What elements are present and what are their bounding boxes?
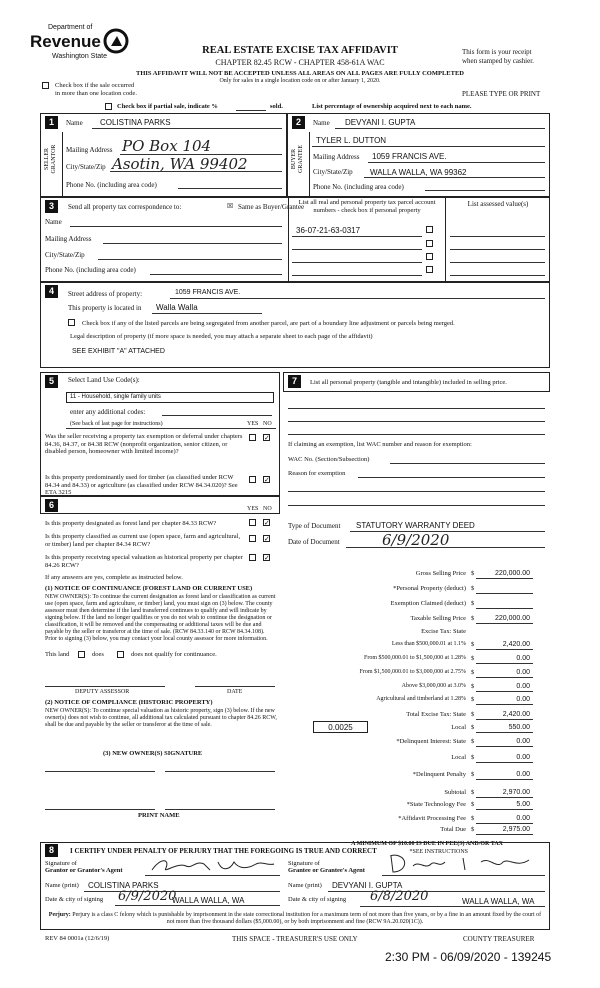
section-6-box bbox=[40, 496, 280, 514]
multi-location-label-1: Check box if the sale occurred bbox=[55, 82, 135, 89]
s5-question-2: Is this property predominantly used for timber (as classified under RCW 84.34 and 84.33) or agriculture (as classified under RCW 84.34.020)? See ETA 3215 bbox=[45, 474, 238, 496]
buyer-name-1: DEVYANI I. GUPTA bbox=[345, 118, 416, 127]
deputy-line bbox=[45, 686, 165, 687]
notice-2-title: (2) NOTICE OF COMPLIANCE (HISTORIC PROPERTY) bbox=[45, 699, 213, 706]
dept-top: Department of bbox=[48, 24, 93, 31]
tax-row-currency: $ bbox=[471, 655, 475, 662]
seller-phone-line bbox=[178, 188, 282, 189]
deputy-date-line bbox=[195, 686, 275, 687]
tax-row-label: *Personal Property (deduct) bbox=[393, 585, 466, 592]
see-instructions: *SEE INSTRUCTIONS bbox=[409, 849, 468, 855]
multi-location-checkbox[interactable] bbox=[42, 82, 49, 89]
tax-row-line bbox=[476, 746, 533, 747]
assessed-line-2 bbox=[450, 249, 545, 250]
assessed-line-3 bbox=[450, 262, 545, 263]
multi-location-label-2: in more than one location code. bbox=[55, 90, 137, 97]
grantee-city: WALLA WALLA, WA bbox=[462, 897, 535, 906]
s3-city-line bbox=[98, 259, 282, 260]
located-label: This property is located in bbox=[68, 304, 142, 312]
grantee-date-line bbox=[360, 906, 545, 907]
print-name-line-1 bbox=[45, 809, 155, 810]
tax-row-label: From $500,000.01 to $1,500,000 at 1.28% bbox=[364, 655, 466, 661]
section-3-divider-1 bbox=[288, 197, 289, 282]
section-3-number: 3 bbox=[45, 200, 58, 213]
tax-row-value: 0.00 bbox=[516, 815, 530, 822]
tax-row-currency: $ bbox=[471, 615, 475, 622]
section-1-number: 1 bbox=[45, 116, 58, 129]
grantor-sig-line bbox=[145, 875, 280, 876]
seller-name-line bbox=[92, 128, 282, 129]
grantor-city: WALLA WALLA, WA bbox=[172, 896, 245, 905]
certify-statement: I CERTIFY UNDER PENALTY OF PERJURY THAT THE FOREGOING IS TRUE AND CORRECT bbox=[70, 847, 377, 855]
located-value: Walla Walla bbox=[156, 303, 198, 312]
print-name-label: PRINT NAME bbox=[138, 812, 180, 819]
county-treasurer: COUNTY TREASURER bbox=[463, 935, 535, 943]
this-land-label: This land bbox=[45, 651, 70, 658]
buyer-side-label: BUYER GRANTEE bbox=[291, 145, 304, 173]
see-back-note: (See back of last page for instructions) bbox=[70, 421, 163, 427]
see-back-line bbox=[66, 428, 276, 429]
tax-row-label: From $1,500,000.01 to $3,000,000 at 2.75% bbox=[359, 669, 466, 675]
additional-codes-line bbox=[162, 415, 272, 416]
grantee-date: 6/8/2020 bbox=[370, 889, 429, 904]
reason-line-3 bbox=[288, 505, 545, 506]
new-owner-signature-label: (3) NEW OWNER(S) SIGNATURE bbox=[103, 750, 203, 757]
buyer-phone-line bbox=[425, 190, 545, 191]
deputy-date-label: DATE bbox=[227, 689, 243, 695]
seller-name-label: Name bbox=[66, 119, 83, 127]
s5-no-header: NO bbox=[263, 421, 272, 427]
parcel-personal-checkbox-4[interactable] bbox=[426, 266, 433, 273]
s6-q2-no-checkbox[interactable]: ✓ bbox=[264, 535, 270, 543]
s6-question-1: Is this property designated as forest land per chapter 84.33 RCW? bbox=[45, 520, 217, 527]
section-8-number: 8 bbox=[45, 844, 58, 857]
tax-row-currency: $ bbox=[471, 789, 475, 796]
grantee-sig-label-2: Grantee or Grantee's Agent bbox=[288, 867, 365, 874]
buyer-name-2: TYLER L. DUTTON bbox=[316, 136, 387, 145]
tax-row-value: 2,975.00 bbox=[502, 826, 530, 833]
pp-line-1 bbox=[288, 408, 545, 409]
s5-q2-yes-checkbox[interactable] bbox=[249, 476, 256, 483]
tax-row-value: 0.00 bbox=[516, 669, 530, 676]
tax-row-line bbox=[476, 719, 533, 720]
section-2-number: 2 bbox=[292, 116, 305, 129]
grantee-signature bbox=[385, 852, 535, 876]
buyer-name-line-2 bbox=[312, 146, 545, 147]
tax-row-currency: $ bbox=[471, 711, 475, 718]
section-5-number: 5 bbox=[45, 375, 58, 388]
tax-row-label: *Affidavit Processing Fee bbox=[398, 815, 466, 822]
tax-row-value: 2,970.00 bbox=[502, 789, 530, 796]
sold-label: sold. bbox=[270, 103, 283, 110]
tax-row-line bbox=[476, 578, 533, 579]
dor-emblem-icon bbox=[103, 28, 129, 54]
partial-sale-label: Check box if partial sale, indicate % bbox=[117, 103, 218, 110]
tax-row-currency: $ bbox=[471, 600, 475, 607]
s6-q3-yes-checkbox[interactable] bbox=[249, 554, 256, 561]
seller-phone-label: Phone No. (including area code) bbox=[66, 181, 157, 189]
buyer-phone-label: Phone No. (including area code) bbox=[313, 183, 404, 191]
new-owner-sig-line-2 bbox=[165, 771, 275, 772]
s3-mail-line bbox=[103, 243, 282, 244]
same-as-buyer-checkbox[interactable]: ☒ bbox=[227, 202, 234, 210]
additional-codes-label: enter any additional codes: bbox=[70, 408, 146, 416]
wac-label: WAC No. (Section/Subsection) bbox=[288, 456, 370, 463]
s6-question-2: Is this property classified as current use (open space, farm and agricultural, or timber) land per chapter 84.34 RCW? bbox=[45, 533, 241, 548]
grantor-sig-label-1: Signature of bbox=[45, 860, 77, 867]
seller-name: COLISTINA PARKS bbox=[100, 118, 171, 127]
tax-row-line bbox=[476, 649, 533, 650]
s5-question-1: Was the seller receiving a property tax exemption or deferral under chapters 84.36, 84.37, or 84.38 RCW (nonprofit organization, senior citizen, or disabled person, homeowner with limited income)? bbox=[45, 433, 243, 455]
tax-row-currency: $ bbox=[471, 738, 475, 745]
located-line bbox=[152, 313, 262, 314]
s3-name-line bbox=[70, 226, 282, 227]
tax-row-label: Total Excise Tax: State bbox=[406, 711, 466, 718]
tax-row-line bbox=[476, 732, 533, 733]
tax-row-line bbox=[476, 663, 533, 664]
perjury-statement bbox=[45, 912, 545, 926]
s5-q1-yes-checkbox[interactable] bbox=[249, 434, 256, 441]
section-7-number: 7 bbox=[288, 375, 301, 388]
tax-row-value: 5.00 bbox=[516, 801, 530, 808]
tax-row-label: Total Due bbox=[440, 826, 466, 833]
form-warning: THIS AFFIDAVIT WILL NOT BE ACCEPTED UNLESS ALL AREAS ON ALL PAGES ARE FULLY COMPLETED bbox=[136, 70, 464, 77]
tax-table bbox=[283, 570, 550, 875]
tax-row-label: Taxable Selling Price bbox=[410, 615, 466, 622]
tax-row-currency: $ bbox=[471, 754, 475, 761]
grantor-sig-label-2: Grantor or Grantor's Agent bbox=[45, 867, 123, 874]
doc-date-line bbox=[346, 547, 545, 548]
tax-row-line bbox=[476, 762, 533, 763]
tax-row-line bbox=[476, 593, 533, 594]
grantor-name-print-label: Name (print) bbox=[45, 882, 79, 889]
buyer-mail-label: Mailing Address bbox=[313, 153, 360, 161]
does-label: does bbox=[92, 651, 104, 658]
buyer-city: WALLA WALLA, WA 99362 bbox=[370, 168, 467, 177]
segregated-checkbox[interactable] bbox=[68, 319, 75, 326]
tax-row-value: 220,000.00 bbox=[494, 570, 530, 577]
seller-city: Asotin, WA 99402 bbox=[112, 155, 248, 173]
seller-mail-label: Mailing Address bbox=[66, 146, 113, 154]
grantee-sig-label-1: Signature of bbox=[288, 860, 320, 867]
doc-type: STATUTORY WARRANTY DEED bbox=[356, 521, 475, 530]
s6-q2-yes-checkbox[interactable] bbox=[249, 535, 256, 542]
print-name-line-2 bbox=[165, 809, 275, 810]
tax-row-line bbox=[476, 834, 533, 835]
assessed-header: List assessed value(s) bbox=[467, 200, 529, 208]
s5-q2-no-checkbox[interactable]: ✓ bbox=[264, 476, 270, 484]
tax-row-currency: $ bbox=[471, 683, 475, 690]
partial-sale-line bbox=[236, 110, 266, 111]
section-6-number: 6 bbox=[45, 499, 58, 512]
same-as-buyer-label: Same as Buyer/Grantee bbox=[238, 203, 305, 211]
partial-sale-checkbox[interactable] bbox=[105, 103, 112, 110]
seller-side-label: SELLER GRANTOR bbox=[44, 144, 57, 174]
s6-q1-yes-checkbox[interactable] bbox=[249, 519, 256, 526]
ownership-note: List percentage of ownership acquired next to each name. bbox=[312, 103, 472, 110]
grantee-date-city-label: Date & city of signing bbox=[288, 896, 347, 903]
tax-row-currency: $ bbox=[471, 771, 475, 778]
tax-row-line bbox=[476, 691, 533, 692]
parcel-personal-checkbox-1[interactable] bbox=[426, 226, 433, 233]
tax-row-currency: $ bbox=[471, 570, 475, 577]
s6-question-3: Is this property receiving special valuation as historical property per chapter 84.26 RCW? bbox=[45, 554, 243, 569]
tax-row-label: Subtotal bbox=[444, 789, 466, 796]
tax-row-label: *Delinquent Penalty bbox=[412, 771, 466, 778]
seller-city-label: City/State/Zip bbox=[66, 163, 106, 171]
tax-row-value: 550.00 bbox=[508, 724, 530, 731]
deputy-label: DEPUTY ASSESSOR bbox=[75, 689, 130, 695]
grantee-name-print: DEVYANI I. GUPTA bbox=[332, 881, 403, 890]
parcel-line-1 bbox=[292, 236, 422, 237]
dept-state: Washington State bbox=[52, 53, 107, 60]
s5-q1-no-checkbox[interactable]: ✓ bbox=[264, 434, 270, 442]
does-not-label: does not qualify for continuance. bbox=[131, 651, 217, 658]
receipt-note-1: This form is your receipt bbox=[462, 48, 532, 56]
treasurer-stamp: 2:30 PM - 06/09/2020 - 139245 bbox=[385, 950, 552, 964]
s6-yes-header: YES bbox=[247, 506, 259, 512]
tax-row-value: 0.00 bbox=[516, 683, 530, 690]
parcel-personal-checkbox-3[interactable] bbox=[426, 253, 433, 260]
send-correspondence-label: Send all property tax correspondence to: bbox=[68, 203, 182, 211]
grantee-name-line bbox=[328, 891, 545, 892]
land-does-checkbox[interactable] bbox=[78, 651, 85, 658]
if-yes-note: If any answers are yes, complete as instructed below. bbox=[45, 574, 183, 581]
reason-line-2 bbox=[288, 491, 545, 492]
s5-yes-header: YES bbox=[247, 421, 259, 427]
tax-row-currency: $ bbox=[471, 585, 475, 592]
treasurer-use-note: THIS SPACE - TREASURER'S USE ONLY bbox=[232, 935, 358, 943]
grantor-name-print: COLISTINA PARKS bbox=[88, 881, 159, 890]
doc-date: 6/9/2020 bbox=[382, 531, 450, 549]
grantee-sig-line bbox=[382, 875, 545, 876]
section-4-number: 4 bbox=[45, 285, 58, 298]
tax-row-value: 2,420.00 bbox=[502, 641, 530, 648]
buyer-city-line bbox=[364, 177, 545, 178]
parcel-line-2 bbox=[292, 249, 422, 250]
land-use-label: Select Land Use Code(s): bbox=[68, 376, 140, 384]
grantee-name-print-label: Name (print) bbox=[288, 882, 322, 889]
tax-row-label: Local bbox=[451, 724, 466, 731]
form-revision: REV 84 0001a (12/6/19) bbox=[45, 935, 110, 942]
s6-q1-no-checkbox[interactable]: ✓ bbox=[264, 519, 270, 527]
tax-row-line bbox=[476, 809, 533, 810]
notice-1-body: NEW OWNER(S): To continue the current designation as forest land or classification as current use (open space, farm and agriculture, or timber) land, you must sign on (3) below. The county assessor must then determine if the land transferred continues to qualify and will indicate by signing below. If the land no longer qualifies or you do not wish to continue the designation or classification, it will be removed and the compensating or additional taxes will be due and payable by the seller or transferor at the time of sale. (RCW 84.33.140 or RCW 84.34.108). Prior to signing (3) below, you may contact your local county assessor for more information. bbox=[45, 594, 276, 642]
tax-row-currency: $ bbox=[471, 801, 475, 808]
s3-phone-line bbox=[150, 274, 282, 275]
legal-description-label: Legal description of property (if more space is needed, you may attach a separate sheet to each page of the affidavit) bbox=[70, 333, 373, 340]
s3-name-label: Name bbox=[45, 218, 62, 226]
dor-logo bbox=[30, 24, 135, 68]
tax-row-currency: $ bbox=[471, 815, 475, 822]
buyer-name-label: Name bbox=[313, 119, 330, 127]
street-address: 1059 FRANCIS AVE. bbox=[175, 289, 241, 296]
doc-date-label: Date of Document bbox=[288, 538, 340, 546]
tax-row-currency: $ bbox=[471, 826, 475, 833]
pp-line-3 bbox=[288, 434, 545, 435]
tax-row-label: *Delinquent Interest: State bbox=[396, 738, 466, 745]
tax-row-label: Less than $500,000.01 at 1.1% bbox=[391, 641, 466, 647]
wac-line bbox=[390, 463, 545, 464]
parcel-line-3 bbox=[292, 262, 422, 263]
grantor-name-line bbox=[84, 891, 280, 892]
please-print: PLEASE TYPE OR PRINT bbox=[462, 90, 541, 98]
parcel-personal-checkbox-2[interactable] bbox=[426, 240, 433, 247]
minimum-note: A MINIMUM OF $10.00 IS DUE IN FEE(S) AND/OR TAX bbox=[351, 841, 503, 847]
tax-row-value: 0.00 bbox=[516, 771, 530, 778]
perjury-text: Perjury is a class C felony which is punishable by imprisonment in the state correctional institution for a maximum term of not more than five years, or by a fine in an amount fixed by the court of not more than five thousand dollars ($5,000.00), or by both imprisonment and fine (RCW 9A.20.020(1C)). bbox=[72, 912, 542, 925]
section-3-divider-2 bbox=[445, 197, 446, 282]
local-rate: 0.0025 bbox=[328, 723, 353, 732]
grantor-date-city-label: Date & city of signing bbox=[45, 896, 104, 903]
tax-row-line bbox=[476, 797, 533, 798]
street-line bbox=[170, 298, 545, 299]
tax-row-currency: $ bbox=[471, 641, 475, 648]
assessed-line-1 bbox=[450, 236, 545, 237]
tax-row-value: 0.00 bbox=[516, 655, 530, 662]
buyer-city-label: City/State/Zip bbox=[313, 168, 353, 176]
s3-phone-label: Phone No. (including area code) bbox=[45, 266, 136, 274]
perjury-label: Perjury: bbox=[48, 912, 71, 918]
tax-row-label: Gross Selling Price bbox=[415, 570, 466, 577]
assessed-line-4 bbox=[450, 275, 545, 276]
personal-property-label: List all personal property (tangible and intangible) included in selling price. bbox=[310, 379, 507, 386]
seller-mail: PO Box 104 bbox=[122, 137, 212, 155]
s3-mail-label: Mailing Address bbox=[45, 235, 92, 243]
tax-row-label: Above $3,000,000 at 3.0% bbox=[401, 683, 466, 689]
s6-q3-no-checkbox[interactable]: ✓ bbox=[264, 554, 270, 562]
segregated-label: Check box if any of the listed parcels are being segregated from another parcel, are part of a boundary line adjustment or parcels being merged. bbox=[82, 320, 455, 327]
doc-type-label: Type of Document bbox=[288, 522, 341, 530]
dept-name: Revenue bbox=[30, 32, 101, 51]
tax-row-currency: $ bbox=[471, 696, 475, 703]
land-does-not-checkbox[interactable] bbox=[117, 651, 124, 658]
notice-1-title: (1) NOTICE OF CONTINUANCE (FOREST LAND OR CURRENT USE) bbox=[45, 585, 253, 592]
exemption-claim-label: If claiming an exemption, list WAC number and reason for exemption: bbox=[288, 441, 472, 448]
tax-row-currency: $ bbox=[471, 669, 475, 676]
reason-label: Reason for exemption bbox=[288, 470, 346, 477]
sales-note: Only for sales in a single location code on or after January 1, 2020. bbox=[219, 78, 381, 84]
tax-row-value: 0.00 bbox=[516, 738, 530, 745]
buyer-name-line-1 bbox=[335, 128, 545, 129]
parcel-line-4 bbox=[292, 275, 422, 276]
s6-no-header: NO bbox=[263, 506, 272, 512]
grantor-signature bbox=[148, 856, 278, 876]
tax-row-line bbox=[476, 779, 533, 780]
tax-row-value: 0.00 bbox=[516, 754, 530, 761]
tax-row-label: *State Technology Fee bbox=[406, 801, 466, 808]
seller-side-divider bbox=[62, 132, 63, 197]
buyer-mail-line bbox=[368, 162, 545, 163]
s3-city-label: City/State/Zip bbox=[45, 251, 85, 259]
notice-2-body: NEW OWNER(S): To continue special valuation as historic property, sign (3) below. If the new owner(s) does not wish to continue, all additional tax calculated pursuant to chapter 84.26 RCW, shall be due and payable by the seller or transferor at the time of sale. bbox=[45, 708, 277, 728]
reason-line bbox=[358, 477, 545, 478]
receipt-note-2: when stamped by cashier. bbox=[462, 57, 534, 65]
form-title: REAL ESTATE EXCISE TAX AFFIDAVIT bbox=[202, 45, 398, 56]
tax-row-label: Local bbox=[451, 754, 466, 761]
tax-row-line bbox=[476, 823, 533, 824]
tax-row-label: Agricultural and timberland at 1.28% bbox=[376, 696, 466, 702]
tax-row-line bbox=[476, 704, 533, 705]
new-owner-sig-line-1 bbox=[45, 771, 155, 772]
tax-row-line bbox=[476, 608, 533, 609]
tax-row-value: 220,000.00 bbox=[494, 615, 530, 622]
street-label: Street address of property: bbox=[68, 290, 143, 298]
tax-row-label: Exemption Claimed (deduct) bbox=[390, 600, 466, 607]
pp-line-2 bbox=[288, 421, 545, 422]
tax-row-value: 0.00 bbox=[516, 696, 530, 703]
parcel-number: 36-07-21-63-0317 bbox=[296, 226, 361, 235]
parcel-list-header: List all real and personal property tax parcel account numbers - check box if personal property bbox=[298, 199, 436, 214]
legal-description: SEE EXHIBIT "A" ATTACHED bbox=[72, 348, 165, 355]
grantor-date: 6/9/2020 bbox=[118, 889, 177, 904]
tax-row-label: Excise Tax: State bbox=[421, 628, 466, 635]
form-chapter: CHAPTER 82.45 RCW - CHAPTER 458-61A WAC bbox=[215, 58, 385, 67]
buyer-mail: 1059 FRANCIS AVE. bbox=[372, 152, 447, 161]
land-use-value: 11 - Household, single family units bbox=[70, 394, 161, 400]
tax-row-line bbox=[476, 677, 533, 678]
grantor-date-line bbox=[115, 905, 280, 906]
seller-city-line bbox=[110, 171, 282, 172]
tax-row-line bbox=[476, 623, 533, 624]
buyer-side-divider bbox=[309, 132, 310, 197]
tax-row-currency: $ bbox=[471, 724, 475, 731]
tax-row-value: 2,420.00 bbox=[502, 711, 530, 718]
